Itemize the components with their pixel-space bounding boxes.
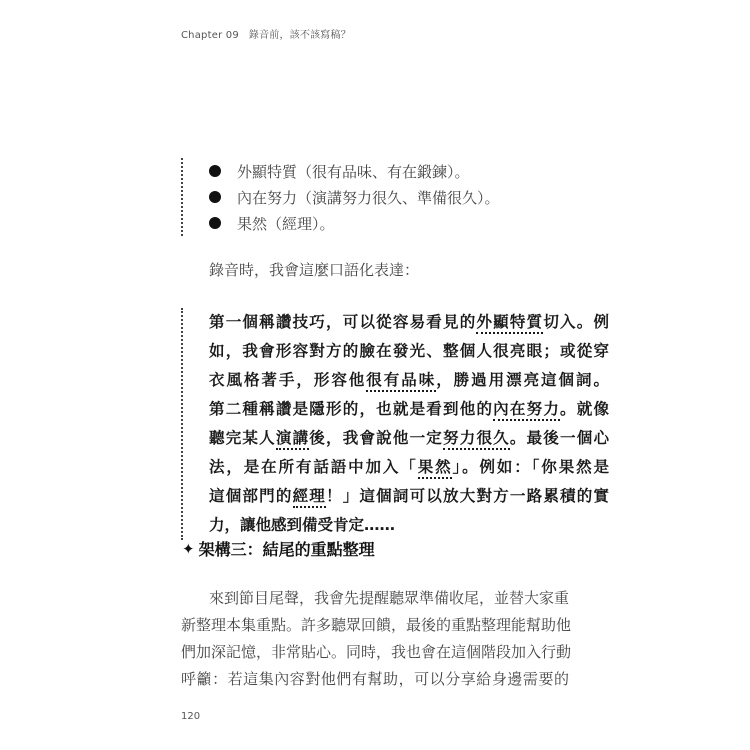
quote-text: 」。例如：「你果然是 <box>452 458 609 476</box>
quote-text: 衣風格著手，形容他 <box>209 371 367 389</box>
quote-line <box>209 308 609 337</box>
quote-text: 力，讓他感到備受肯定…… <box>209 516 396 534</box>
quote-text: ！」這個詞可以放大對方一路累積的實 <box>326 487 609 505</box>
quote-line <box>209 337 609 366</box>
chapter-title: 錄音前，該不該寫稿？ <box>248 30 351 41</box>
bullet-text: 外顯特質（很有品味、有在鍛鍊）。 <box>237 162 470 181</box>
body-paragraph <box>181 585 572 693</box>
quote-text: ，勝過用漂亮這個詞。 <box>436 371 609 389</box>
bullet-item <box>209 158 609 184</box>
chapter-number: Chapter 09 <box>181 30 239 41</box>
example-quote-block <box>181 308 609 540</box>
quote-text: 聽完某人 <box>209 429 276 447</box>
quote-text: 第一個稱讚技巧，可以從容易看見的 <box>209 313 477 331</box>
quote-line <box>209 453 609 482</box>
four-point-star-icon: ✦ <box>182 539 195 558</box>
highlighted-phrase: 外顯特質 <box>476 313 543 334</box>
quote-text: 如，我會形容對方的臉在發光、整個人很亮眼；或從穿 <box>209 342 609 360</box>
quote-line <box>209 511 609 540</box>
quote-line <box>209 366 609 395</box>
quote-text: 法，是在所有話語中加入「 <box>209 458 418 476</box>
quote-line <box>209 424 609 453</box>
quote-text: 後，我會說他一定 <box>309 429 444 447</box>
bullet-text: 內在努力（演講努力很久、準備很久）。 <box>237 188 500 207</box>
paragraph-line: 們加深記憶，非常貼心。同時，我也會在這個階段加入行動 <box>181 643 572 661</box>
bullet-item <box>209 210 609 236</box>
highlighted-phrase: 內在努力 <box>493 400 560 421</box>
section-heading <box>182 537 375 560</box>
bullet-dot-icon <box>209 191 221 203</box>
section-heading-text: 架構三：結尾的重點整理 <box>198 540 375 559</box>
quote-line <box>209 395 609 424</box>
highlighted-phrase: 很有品味 <box>366 371 436 392</box>
bullet-dot-icon <box>209 217 221 229</box>
quote-text: 第二種稱讚是隱形的，也就是看到他的 <box>209 400 494 418</box>
page-number: 120 <box>181 711 201 722</box>
quote-text: 切入。例 <box>543 313 609 331</box>
intro-text: 錄音時，我會這麼口語化表達： <box>209 261 420 279</box>
highlighted-phrase: 演講 <box>276 429 309 450</box>
bullet-dot-icon <box>209 165 221 177</box>
paragraph-line: 來到節目尾聲，我會先提醒聽眾準備收尾，並替大家重 <box>209 589 570 607</box>
bullet-list <box>181 158 609 236</box>
highlighted-phrase: 經理 <box>293 487 326 508</box>
quote-text: 這個部門的 <box>209 487 293 505</box>
paragraph-line: 新整理本集重點。許多聽眾回饋，最後的重點整理能幫助他 <box>181 616 572 634</box>
quote-text: 。最後一個心 <box>509 429 609 447</box>
bullet-text: 果然（經理）。 <box>237 214 335 233</box>
quote-line <box>209 482 609 511</box>
bullet-item <box>209 184 609 210</box>
quote-text: 。就像 <box>560 400 609 418</box>
paragraph-line: 呼籲：若這集內容對他們有幫助，可以分享給身邊需要的 <box>181 670 569 688</box>
highlighted-phrase: 努力很久 <box>443 429 510 450</box>
running-header <box>181 26 351 41</box>
highlighted-phrase: 果然 <box>418 458 453 479</box>
